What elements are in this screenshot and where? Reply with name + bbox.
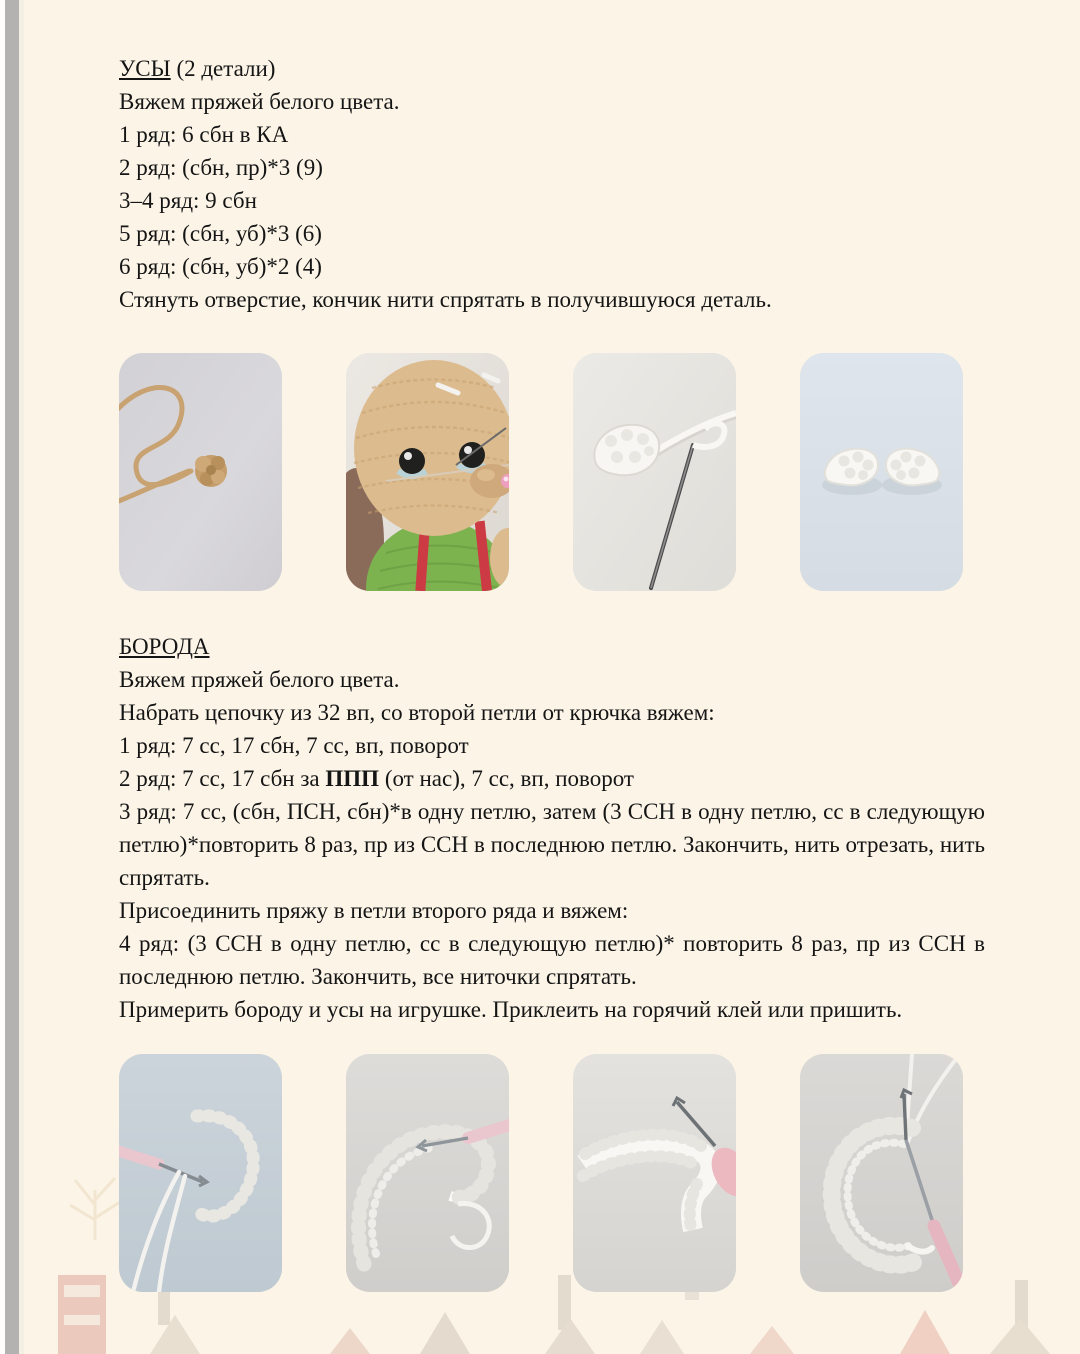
nose-ball: [195, 455, 227, 487]
yarn-and-nose-ball-illustration: [119, 353, 282, 591]
beard-crescent-illustration: [800, 1054, 963, 1292]
mustache-piece-with-needle-photo: [573, 353, 736, 591]
mustache-row-6: 6 ряд: (сбн, уб)*2 (4): [119, 254, 322, 279]
amigurumi-doll-illustration: [346, 353, 509, 591]
beard-strip-with-hook-photo: [573, 1054, 736, 1292]
mustache-title-note: (2 детали): [170, 56, 276, 81]
beard-first-rows-illustration: [346, 1054, 509, 1292]
beard-join-line: Присоединить пряжу в петли второго ряда и вяжем:: [119, 898, 629, 923]
beard-yarn-line: Вяжем пряжей белого цвета.: [119, 667, 400, 692]
mustache-row-5: 5 ряд: (сбн, уб)*3 (6): [119, 221, 322, 246]
amigurumi-doll-head-photo: [346, 353, 509, 591]
beard-row-3: 3 ряд: 7 сс, (сбн, ПСН, сбн)*в одну петлю, затем (3 ССН в одну петлю, сс в следующую петлю)*повторить 8 раз, пр из ССН в последнюю петлю. Закончить, нить отрезать, нить спрятать.: [119, 799, 985, 890]
beard-chain-start-illustration: [119, 1054, 282, 1292]
mustache-row-3-4: 3–4 ряд: 9 сбн: [119, 188, 257, 213]
beard-section-title: [119, 630, 985, 663]
mustache-yarn-line: Вяжем пряжей белого цвета.: [119, 89, 400, 114]
beard-chain-line: Набрать цепочку из 32 вп, со второй петли от крючка вяжем:: [119, 700, 715, 725]
mustache-title-text: УСЫ: [119, 56, 171, 81]
mustache-finish-line: Стянуть отверстие, кончик нити спрятать в получившуюся деталь.: [119, 287, 772, 312]
two-mustache-pieces-photo: [800, 353, 963, 591]
yarn-and-nose-ball-photo: [119, 353, 282, 591]
beard-row-4: 4 ряд: (3 ССН в одну петлю, сс в следующую петлю)* повторить 8 раз, пр из ССН в последнюю петлю. Закончить, все ниточки спрятать.: [119, 931, 985, 989]
doll-head: [354, 360, 509, 536]
beard-chain-start-photo: [119, 1054, 282, 1292]
beard-photo-row: [119, 1054, 985, 1292]
mustache-row-2: 2 ряд: (сбн, пр)*3 (9): [119, 155, 323, 180]
beard-strip-illustration: [573, 1054, 736, 1292]
beard-row-2: [119, 762, 985, 795]
mustache-section-title: [119, 52, 985, 85]
beard-first-rows-photo: [346, 1054, 509, 1292]
beard-row-2-bold: ППП: [325, 766, 380, 791]
beard-title-text: БОРОДА: [119, 634, 210, 659]
beard-crescent-photo: [800, 1054, 963, 1292]
beard-row-2-prefix: 2 ряд: 7 сс, 17 сбн за: [119, 766, 326, 791]
mustache-photo-row: [119, 353, 985, 591]
beard-row-1: 1 ряд: 7 сс, 17 сбн, 7 сс, вп, поворот: [119, 733, 469, 758]
beard-row-2-suffix: (от нас), 7 сс, вп, поворот: [379, 766, 634, 791]
beard-fit-line: Примерить бороду и усы на игрушке. Приклеить на горячий клей или пришить.: [119, 997, 903, 1022]
mustache-piece-needle-illustration: [573, 353, 736, 591]
two-mustache-pieces-illustration: [800, 353, 963, 591]
pattern-page-content: [119, 52, 985, 1292]
mustache-row-1: 1 ряд: 6 сбн в КА: [119, 122, 289, 147]
